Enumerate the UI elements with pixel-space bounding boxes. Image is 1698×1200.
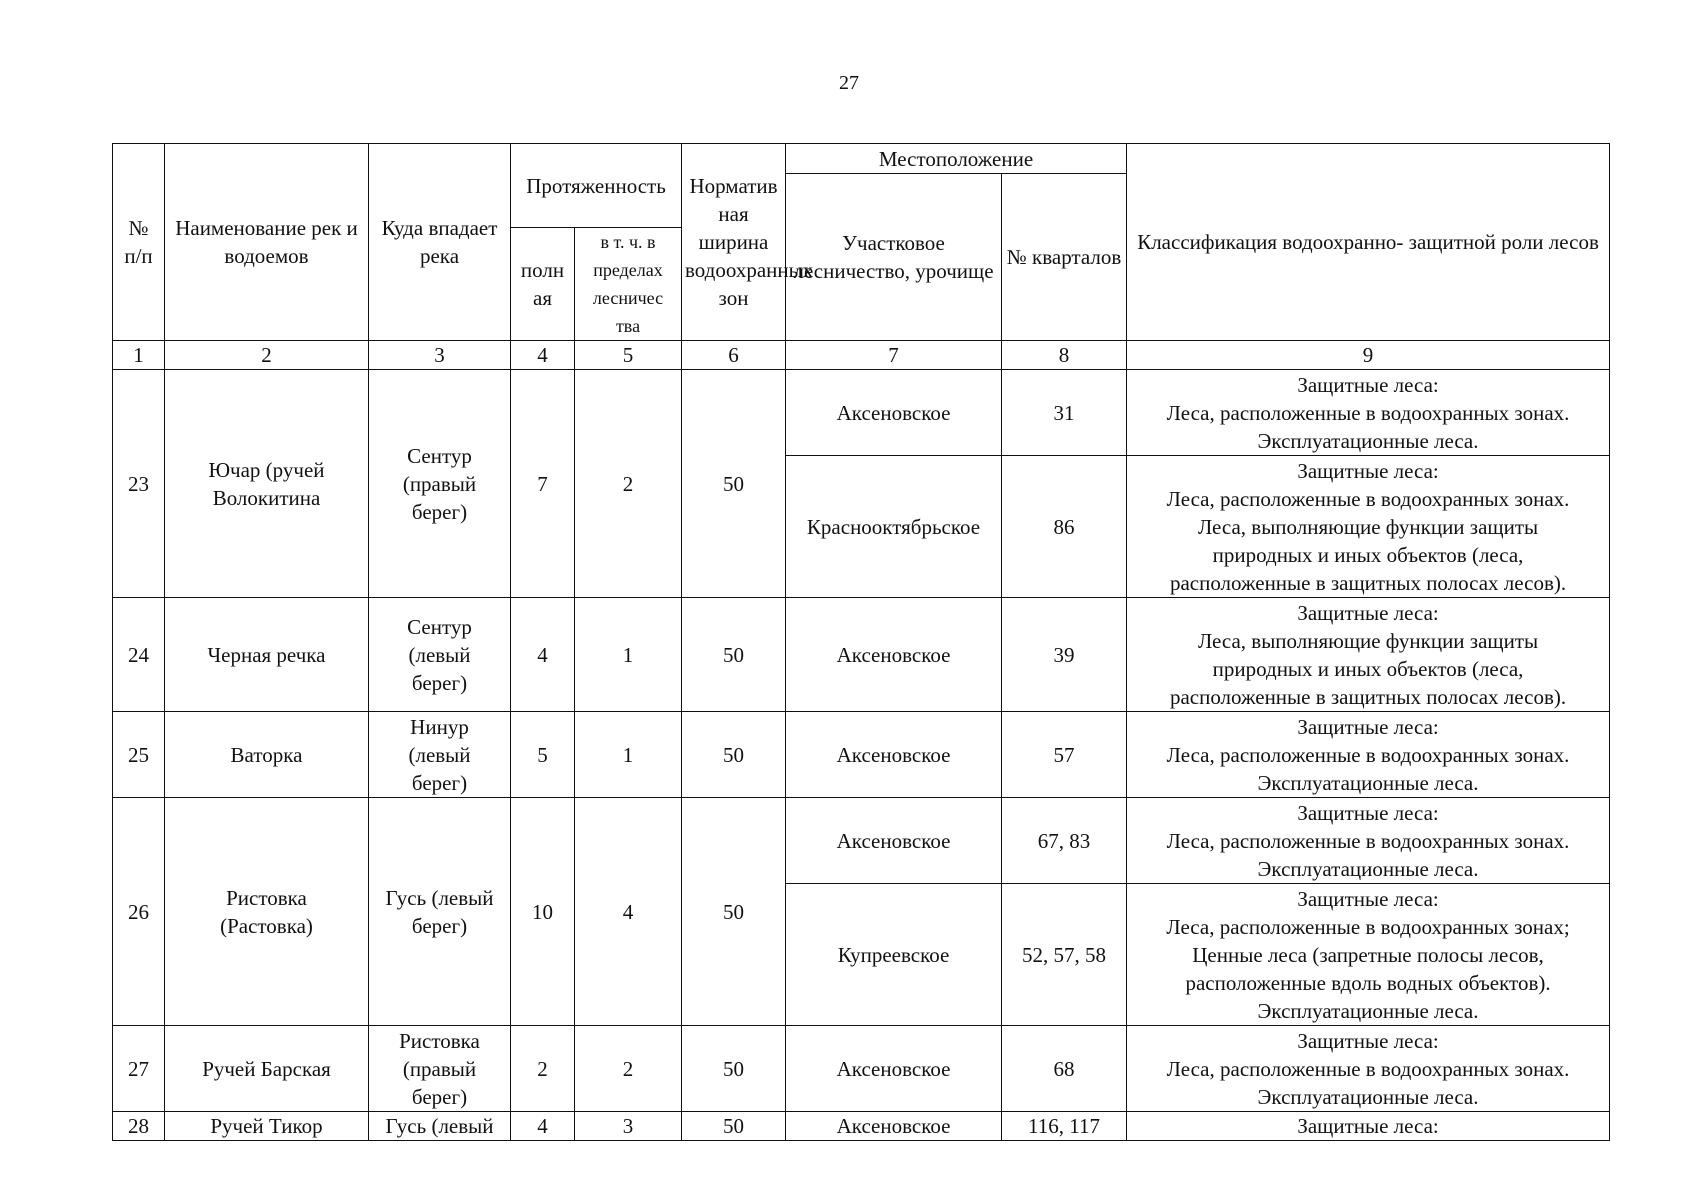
header-location: Местоположение — [786, 144, 1127, 174]
river-name: Ючар (ручей Волокитина — [165, 370, 369, 598]
length-full: 5 — [511, 712, 575, 798]
header-width: Норматив ная ширина водоохранных зон — [682, 144, 786, 341]
header-num: № п/п — [113, 144, 165, 341]
row-num: 24 — [113, 598, 165, 712]
header-length-within: в т. ч. в пределах лесничес тва — [575, 228, 682, 341]
river-mouth: Гусь (левый — [369, 1112, 511, 1141]
header-length: Протяженность — [511, 144, 682, 228]
length-full: 2 — [511, 1026, 575, 1112]
river-mouth: Сентур (левый берег) — [369, 598, 511, 712]
classification: Защитные леса: — [1127, 1112, 1610, 1141]
river-mouth: Гусь (левый берег) — [369, 798, 511, 1026]
river-name: Ристовка (Растовка) — [165, 798, 369, 1026]
row-num: 25 — [113, 712, 165, 798]
forestry: Краснооктябрьское — [786, 456, 1002, 598]
river-mouth: Нинур (левый берег) — [369, 712, 511, 798]
classification: Защитные леса: Леса, выполняющие функции защиты природных и иных объектов (леса, расположенные в защитных полосах лесов). — [1127, 598, 1610, 712]
header-forestry: Участковое лесничество, урочище — [786, 174, 1002, 341]
length-full: 4 — [511, 598, 575, 712]
table-body — [113, 370, 1610, 1141]
quarters: 67, 83 — [1002, 798, 1127, 884]
row-num: 26 — [113, 798, 165, 1026]
length-within: 3 — [575, 1112, 682, 1141]
header-mouth: Куда впадает река — [369, 144, 511, 341]
classification: Защитные леса: Леса, расположенные в водоохранных зонах. Эксплуатационные леса. — [1127, 712, 1610, 798]
quarters: 39 — [1002, 598, 1127, 712]
river-name: Ручей Тикор — [165, 1112, 369, 1141]
zone-width: 50 — [682, 1026, 786, 1112]
length-within: 1 — [575, 598, 682, 712]
table-row — [113, 1026, 1610, 1112]
forestry: Аксеновское — [786, 1026, 1002, 1112]
zone-width: 50 — [682, 370, 786, 598]
forestry: Аксеновское — [786, 798, 1002, 884]
forestry: Аксеновское — [786, 598, 1002, 712]
river-name: Ручей Барская — [165, 1026, 369, 1112]
length-within: 2 — [575, 1026, 682, 1112]
river-name: Ваторка — [165, 712, 369, 798]
column-number: 3 — [369, 341, 511, 370]
column-number: 2 — [165, 341, 369, 370]
length-within: 1 — [575, 712, 682, 798]
table-row — [113, 712, 1610, 798]
length-full: 4 — [511, 1112, 575, 1141]
river-name: Черная речка — [165, 598, 369, 712]
forestry: Аксеновское — [786, 370, 1002, 456]
column-number: 4 — [511, 341, 575, 370]
header-length-full: полн ая — [511, 228, 575, 341]
column-number: 1 — [113, 341, 165, 370]
page-number: 27 — [839, 72, 859, 94]
forestry: Аксеновское — [786, 1112, 1002, 1141]
quarters: 52, 57, 58 — [1002, 884, 1127, 1026]
river-mouth: Ристовка (правый берег) — [369, 1026, 511, 1112]
zone-width: 50 — [682, 1112, 786, 1141]
classification: Защитные леса: Леса, расположенные в водоохранных зонах. Эксплуатационные леса. — [1127, 370, 1610, 456]
row-num: 27 — [113, 1026, 165, 1112]
zone-width: 50 — [682, 598, 786, 712]
classification: Защитные леса: Леса, расположенные в водоохранных зонах. Леса, выполняющие функции защиты природных и иных объектов (леса, расположенные в защитных полосах лесов). — [1127, 456, 1610, 598]
length-within: 2 — [575, 370, 682, 598]
quarters: 31 — [1002, 370, 1127, 456]
column-number: 9 — [1127, 341, 1610, 370]
classification: Защитные леса: Леса, расположенные в водоохранных зонах. Эксплуатационные леса. — [1127, 798, 1610, 884]
table-row — [113, 798, 1610, 884]
river-mouth: Сентур (правый берег) — [369, 370, 511, 598]
header-classification: Классификация водоохранно- защитной роли лесов — [1127, 144, 1610, 341]
table-row — [113, 598, 1610, 712]
header-quarters: № кварталов — [1002, 174, 1127, 341]
row-num: 28 — [113, 1112, 165, 1141]
quarters: 68 — [1002, 1026, 1127, 1112]
classification: Защитные леса: Леса, расположенные в водоохранных зонах. Эксплуатационные леса. — [1127, 1026, 1610, 1112]
table-row — [113, 370, 1610, 456]
quarters: 116, 117 — [1002, 1112, 1127, 1141]
forestry: Купреевское — [786, 884, 1002, 1026]
quarters: 86 — [1002, 456, 1127, 598]
classification: Защитные леса: Леса, расположенные в водоохранных зонах; Ценные леса (запретные полосы лесов, расположенные вдоль водных объектов). Эксплуатационные леса. — [1127, 884, 1610, 1026]
row-num: 23 — [113, 370, 165, 598]
zone-width: 50 — [682, 712, 786, 798]
column-number: 8 — [1002, 341, 1127, 370]
column-number: 7 — [786, 341, 1002, 370]
water-protection-table — [112, 143, 1610, 1141]
zone-width: 50 — [682, 798, 786, 1026]
column-number-row — [113, 341, 1610, 370]
column-number: 5 — [575, 341, 682, 370]
column-number: 6 — [682, 341, 786, 370]
length-within: 4 — [575, 798, 682, 1026]
length-full: 7 — [511, 370, 575, 598]
table-header — [113, 144, 1610, 370]
forestry: Аксеновское — [786, 712, 1002, 798]
table-row — [113, 1112, 1610, 1141]
quarters: 57 — [1002, 712, 1127, 798]
length-full: 10 — [511, 798, 575, 1026]
header-name: Наименование рек и водоемов — [165, 144, 369, 341]
